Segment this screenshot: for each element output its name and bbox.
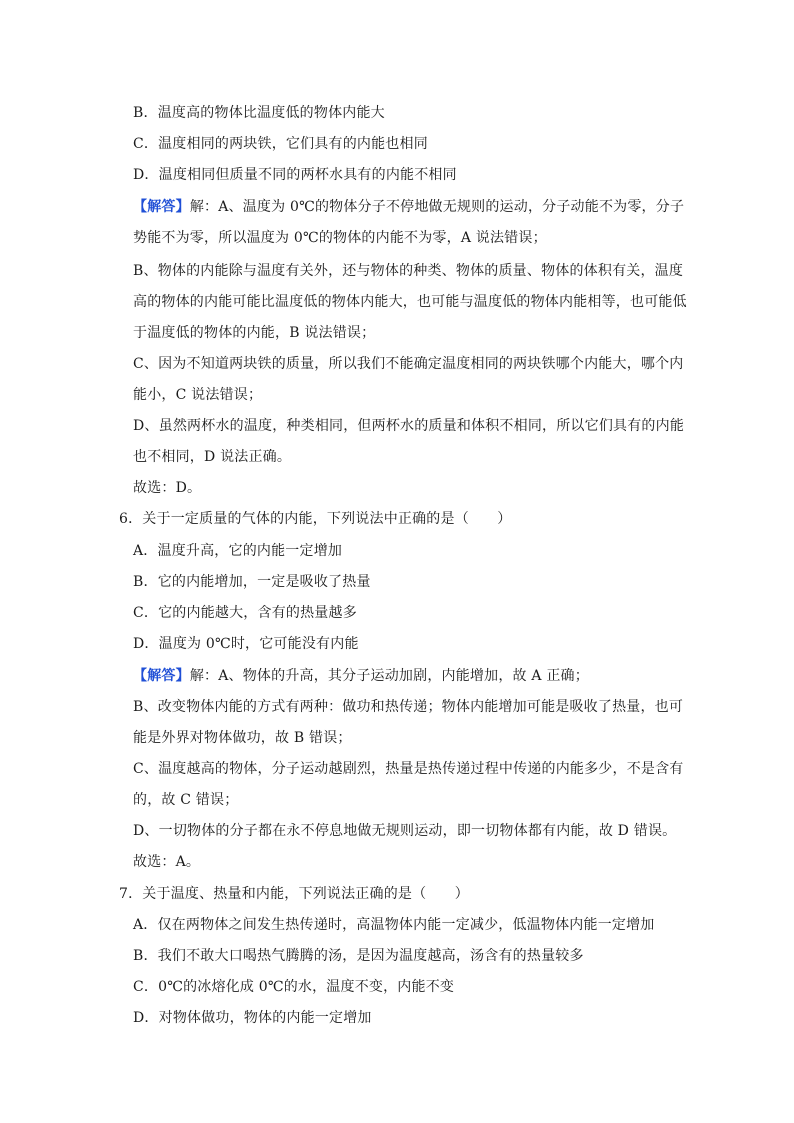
q7-option-a: A．仅在两物体之间发生热传递时，高温物体内能一定减少，低温物体内能一定增加 [133, 917, 655, 933]
q6-answer-line-4: C、温度越高的物体，分子运动越剧烈，热量是热传递过程中传递的内能多少，不是含有 [133, 761, 684, 777]
q5-answer-line-2: 势能不为零，所以温度为 0℃的物体的内能不为零，A 说法错误； [133, 230, 547, 246]
q6-answer-line-7: 故选：A。 [133, 854, 201, 870]
q5-option-d: D．温度相同但质量不同的两杯水具有的内能不相同 [133, 167, 457, 183]
q5-answer-text-1: 解：A、温度为 0℃的物体分子不停地做无规则的运动，分子动能不为零，分子 [189, 199, 685, 215]
q5-option-b: B．温度高的物体比温度低的物体内能大 [133, 105, 385, 121]
q6-option-b: B．它的内能增加，一定是吸收了热量 [133, 574, 371, 590]
q5-answer-line-3: B、物体的内能除与温度有关外，还与物体的种类、物体的质量、物体的体积有关，温度 [133, 263, 684, 279]
q6-option-d: D．温度为 0℃时，它可能没有内能 [133, 636, 359, 652]
q6-stem: 6．关于一定质量的气体的内能，下列说法中正确的是（ ） [119, 511, 512, 527]
q5-answer-line-5: 于温度低的物体的内能，B 说法错误； [133, 325, 376, 341]
q7-stem: 7．关于温度、热量和内能，下列说法正确的是（ ） [119, 886, 469, 902]
q5-answer-line-4: 高的物体的内能可能比温度低的物体内能大，也可能与温度低的物体内能相等，也可能低 [133, 294, 687, 310]
q5-option-c: C．温度相同的两块铁，它们具有的内能也相同 [133, 136, 428, 152]
q5-answer-line-8: D、虽然两杯水的温度，种类相同，但两杯水的质量和体积不相同，所以它们具有的内能 [133, 418, 685, 434]
q6-option-c: C．它的内能越大，含有的热量越多 [133, 605, 357, 621]
q6-answer-line-6: D、一切物体的分子都在永不停息地做无规则运动，即一切物体都有内能，故 D 错误。 [133, 823, 677, 839]
q5-answer-line-9: 也不相同，D 说法正确。 [133, 449, 292, 465]
q6-answer-text-1: 解：A、物体的升高，其分子运动加剧，内能增加，故 A 正确； [189, 668, 589, 684]
q6-answer-line-3: 能是外界对物体做功，故 B 错误； [133, 730, 352, 746]
q5-answer-line-6: C、因为不知道两块铁的质量，所以我们不能确定温度相同的两块铁哪个内能大，哪个内 [133, 356, 684, 372]
q6-option-a: A．温度升高，它的内能一定增加 [133, 543, 343, 559]
q6-answer-label: 【解答】 [133, 668, 190, 684]
q6-answer-line-2: B、改变物体内能的方式有两种：做功和热传递；物体内能增加可能是吸收了热量，也可 [133, 699, 684, 715]
q6-answer-line-5: 的，故 C 错误； [133, 792, 239, 808]
q5-answer-line-7: 能小，C 说法错误； [133, 387, 263, 403]
q7-option-d: D．对物体做功，物体的内能一定增加 [133, 1010, 372, 1026]
q7-option-b: B．我们不敢大口喝热气腾腾的汤，是因为温度越高，汤含有的热量较多 [133, 948, 584, 964]
q5-answer-line-1 [133, 197, 684, 217]
q5-answer-label: 【解答】 [133, 199, 190, 215]
q5-answer-line-10: 故选：D。 [133, 480, 202, 496]
q6-answer-line-1 [133, 666, 589, 686]
q7-option-c: C．0℃的冰熔化成 0℃的水，温度不变，内能不变 [133, 979, 455, 995]
